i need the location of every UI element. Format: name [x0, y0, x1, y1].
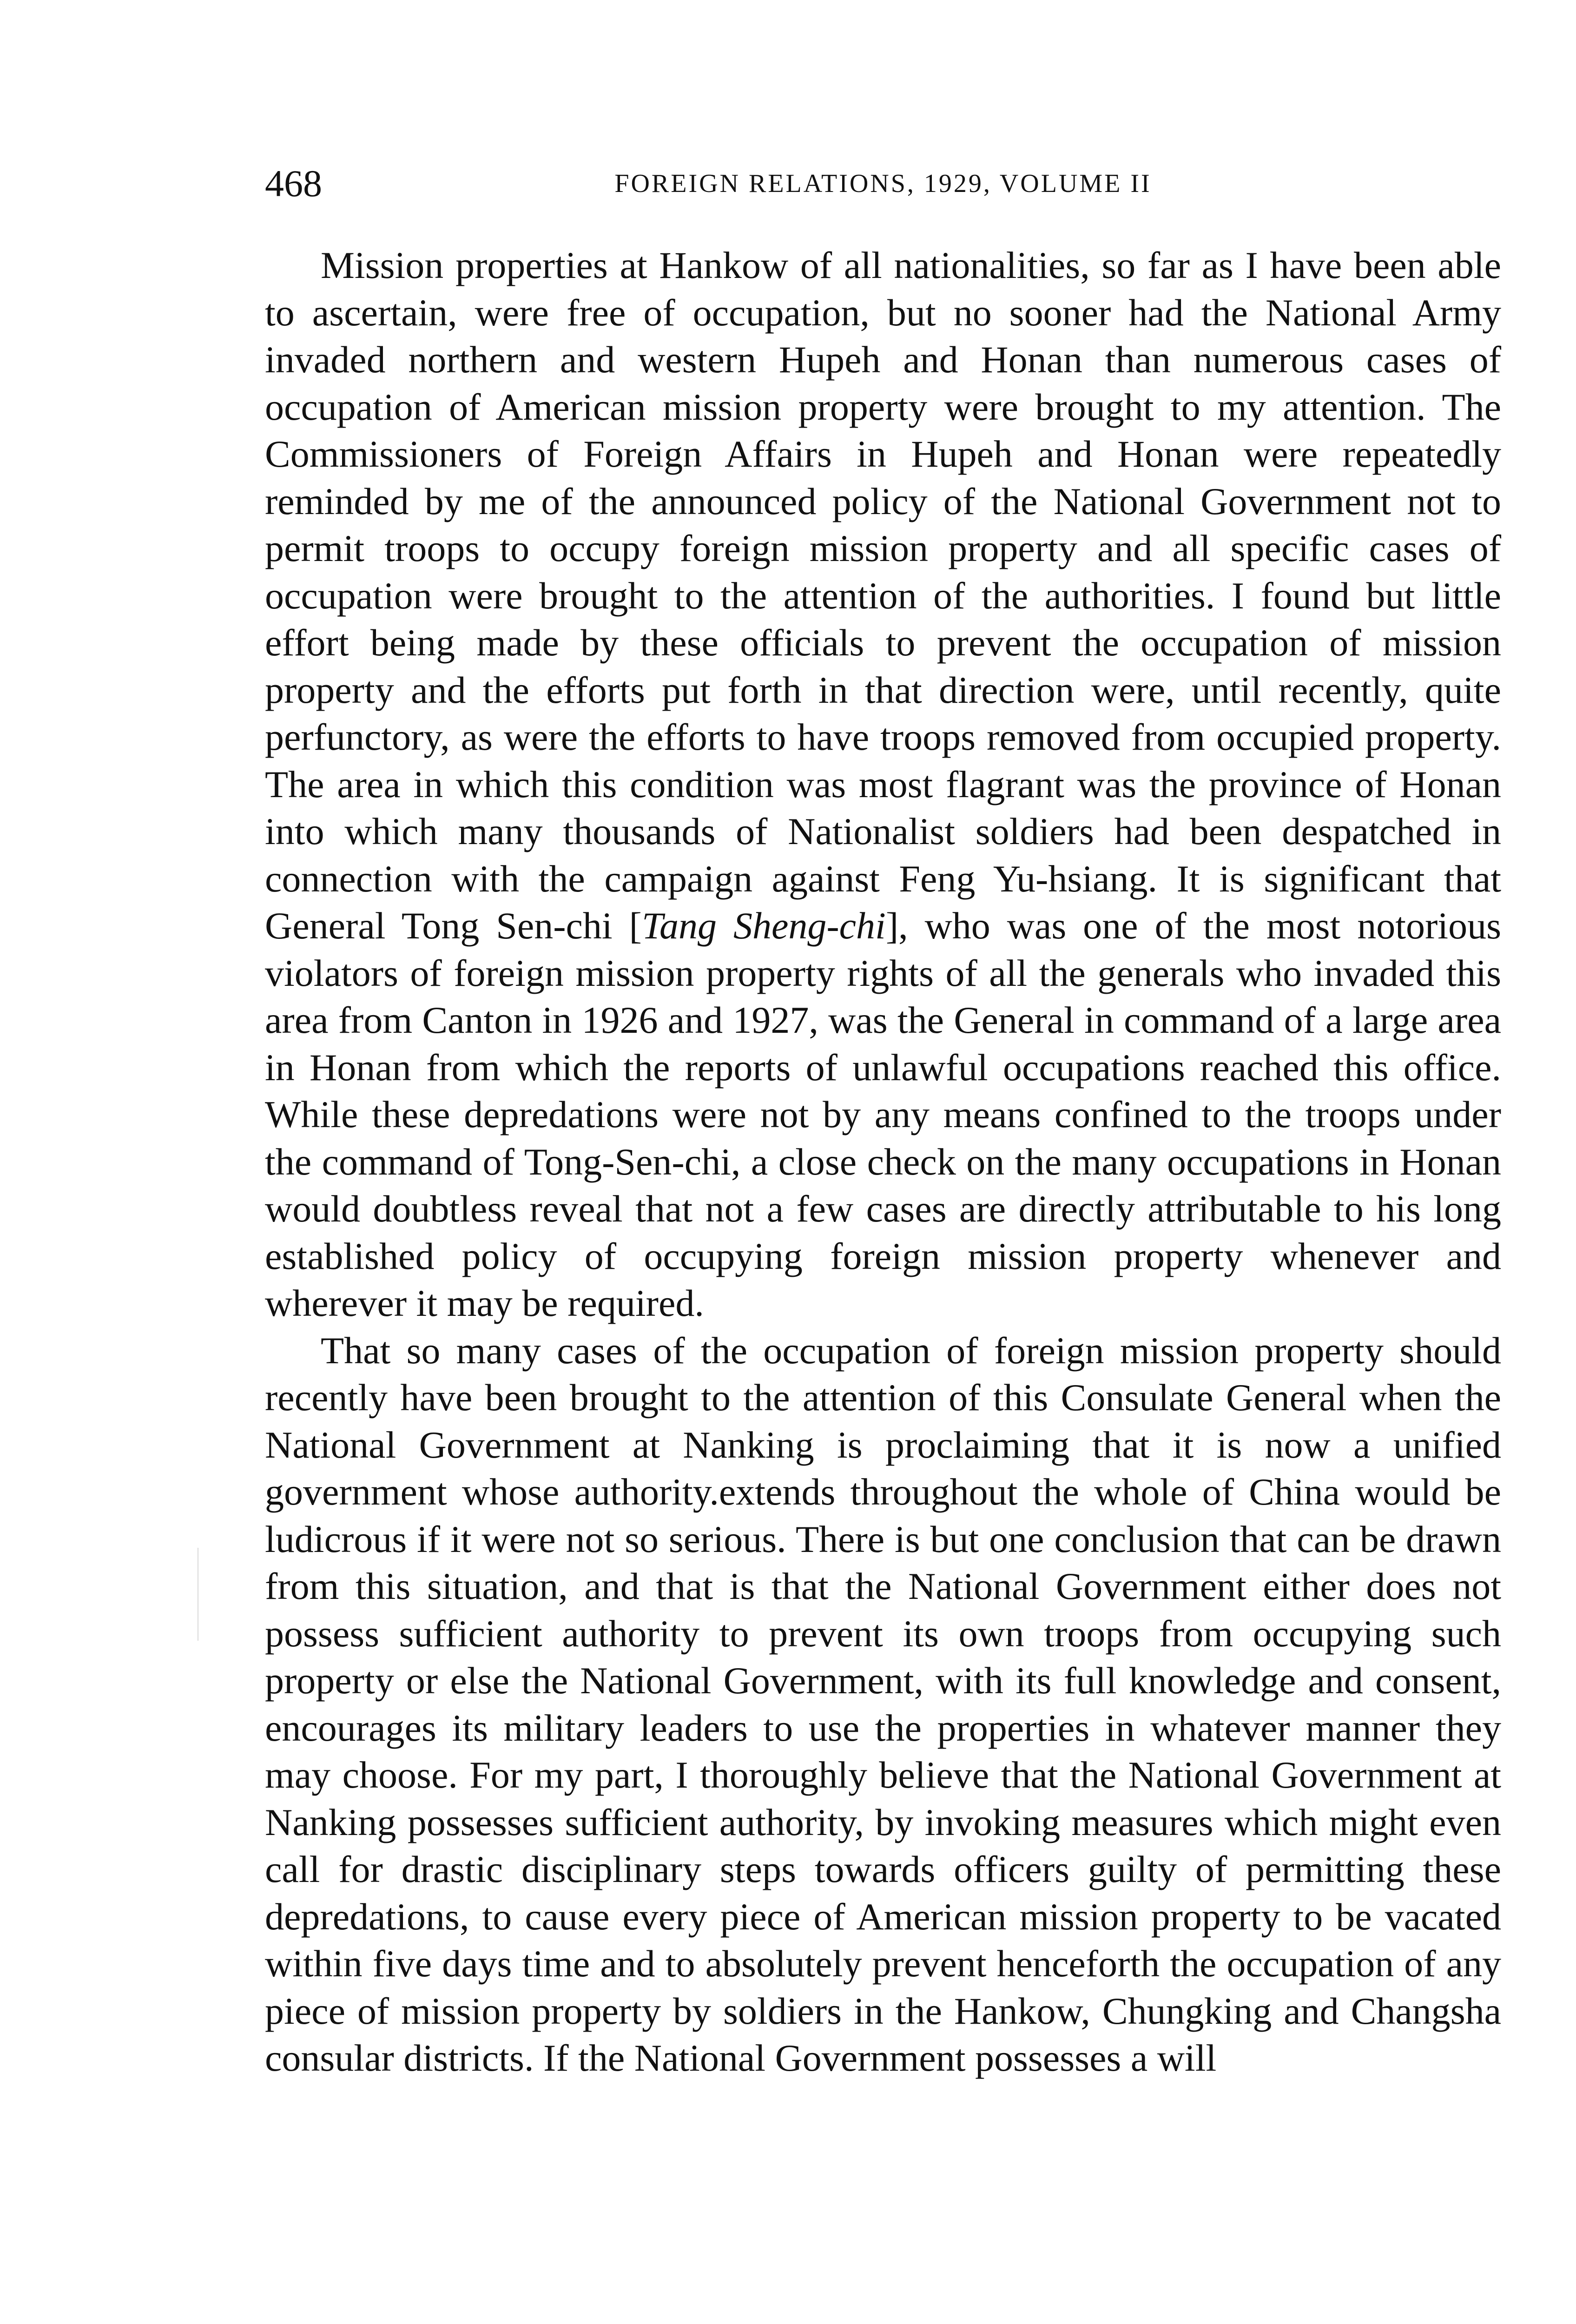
paragraph-1 [265, 242, 1501, 1327]
page-header [265, 160, 1501, 207]
paragraph-2: That so many cases of the occupation of foreign mission property should recently have been brought to the attention of this Consulate General when the National Government at Nanking is proclaiming that it is now a unified government whose authority.extends throughout the whole of China would be ludicrous if it were not so serious. There is but one conclusion that can be drawn from this situation, and that is that the National Government either does not possess sufficient authority to prevent its own troops from occupying such property or else the National Government, with its full knowledge and consent, encourages its military leaders to use the properties in whatever manner they may choose. For my part, I thoroughly believe that the National Government at Nanking possesses sufficient authority, by invoking measures which might even call for drastic disciplinary steps towards officers guilty of permitting these depredations, to cause every piece of American mission property to be vacated within five days time and to absolutely prevent henceforth the occupation of any piece of mission property by soldiers in the Hankow, Chungking and Changsha consular districts. If the National Government possesses a will [265, 1329, 1501, 2079]
paragraph-1-text-b: ], who was one of the most notorious violators of foreign mission property rights of all the generals who invaded this area from Canton in 1926 and 1927, was the General in command of a large area in Honan from which the reports of unlawful occupations reached this office. While these depredations were not by any means confined to the troops under the command of Tong-Sen-chi, a close check on the many occupations in Honan would doubtless reveal that not a few cases are directly attributable to his long established policy of occupying foreign mission property whenever and wherever it may be required. [265, 905, 1502, 1324]
page-number: 468 [265, 162, 322, 205]
body-text [265, 242, 1501, 2082]
running-head: FOREIGN RELATIONS, 1929, VOLUME II [614, 169, 1152, 198]
paragraph-1-text-a: Mission properties at Hankow of all nationalities, so far as I have been able to ascertain, were free of occupation, but no sooner had the National Army invaded northern and western Hupeh and Honan than numerous cases of occupation of American mission property were brought to my attention. The Commissioners of Foreign Affairs in Hupeh and Honan were repeatedly reminded by me of the announced policy of the National Government not to permit troops to occupy foreign mission property and all specific cases of occupation were brought to the attention of the authorities. I found but little effort being made by these officials to prevent the occupation of mission property and the efforts put forth in that direction were, until recently, quite perfunctory, as were the efforts to have troops removed from occupied property. The area in which this condition was most flagrant was the province of Honan into which many thousands of Nationalist soldiers had been despatched in connection with the campaign against Feng Yu-hsiang. It is significant that General Tong Sen-chi [ [265, 244, 1501, 947]
paragraph-1-italic-name: Tang Sheng-chi [641, 905, 886, 947]
